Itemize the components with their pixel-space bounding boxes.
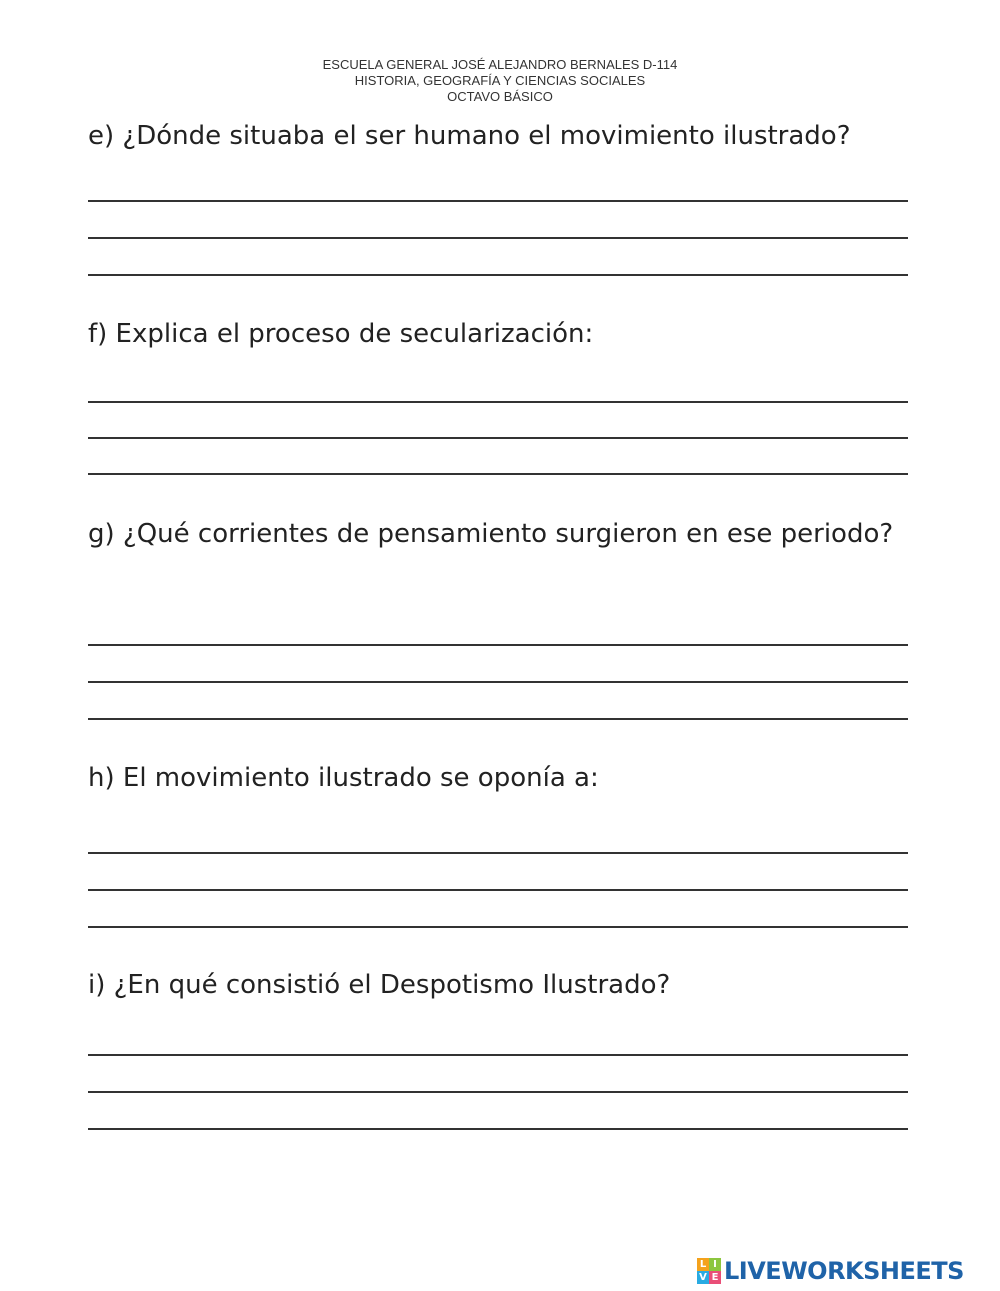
answer-line-i-2[interactable] (88, 1091, 908, 1093)
question-e: e) ¿Dónde situaba el ser humano el movimiento ilustrado? (88, 121, 851, 151)
school-name: ESCUELA GENERAL JOSÉ ALEJANDRO BERNALES D-114 (322, 57, 678, 72)
question-g: g) ¿Qué corrientes de pensamiento surgieron en ese periodo? (88, 519, 894, 549)
answer-line-f-3[interactable] (88, 473, 908, 475)
logo-mark-letter: V (697, 1271, 709, 1284)
answer-line-f-1[interactable] (88, 401, 908, 403)
answer-line-h-3[interactable] (88, 926, 908, 928)
question-h: h) El movimiento ilustrado se oponía a: (88, 763, 599, 793)
answer-line-e-3[interactable] (88, 274, 908, 276)
question-f: f) Explica el proceso de secularización: (88, 319, 594, 349)
answer-line-i-3[interactable] (88, 1128, 908, 1130)
answer-line-e-2[interactable] (88, 237, 908, 239)
logo-mark-letter: E (709, 1271, 721, 1284)
grade-level: OCTAVO BÁSICO (447, 89, 553, 104)
answer-line-g-3[interactable] (88, 718, 908, 720)
subject-name: HISTORIA, GEOGRAFÍA Y CIENCIAS SOCIALES (354, 73, 646, 88)
logo-mark-icon (697, 1258, 721, 1284)
answer-line-h-1[interactable] (88, 852, 908, 854)
answer-line-i-1[interactable] (88, 1054, 908, 1056)
logo-text: LIVEWORKSHEETS (724, 1257, 964, 1285)
answer-line-f-2[interactable] (88, 437, 908, 439)
liveworksheets-logo[interactable] (697, 1256, 964, 1286)
answer-line-g-2[interactable] (88, 681, 908, 683)
answer-line-h-2[interactable] (88, 889, 908, 891)
question-i: i) ¿En qué consistió el Despotismo Ilustrado? (88, 970, 671, 1000)
answer-line-e-1[interactable] (88, 200, 908, 202)
answer-line-g-1[interactable] (88, 644, 908, 646)
worksheet-header (0, 57, 1000, 105)
logo-mark-letter: I (709, 1258, 721, 1271)
logo-mark-letter: L (697, 1258, 709, 1271)
